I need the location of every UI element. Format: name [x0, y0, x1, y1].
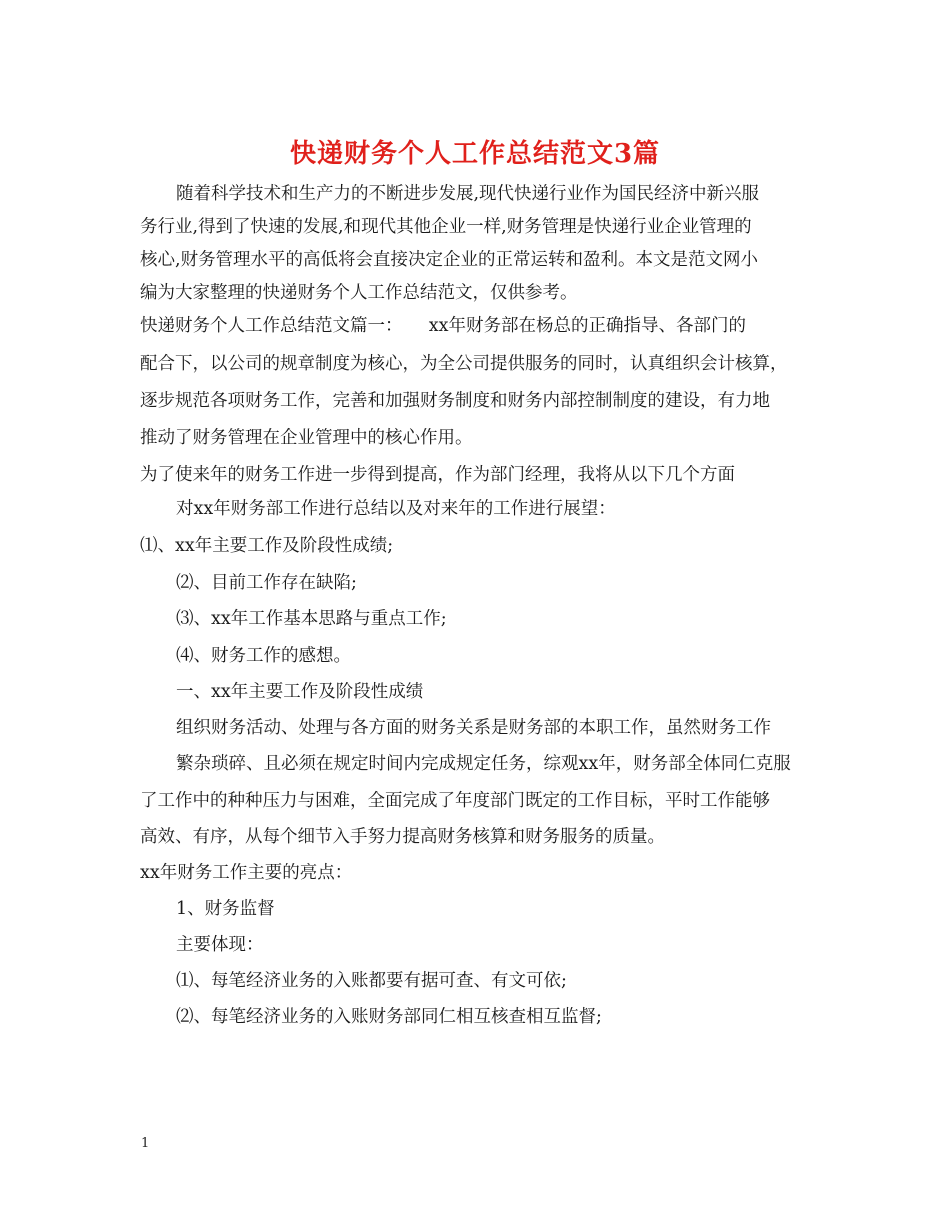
list-item: ⑶、xx年工作基本思路与重点工作;	[176, 609, 447, 629]
list-item: ⑷、财务工作的感想。	[176, 646, 351, 666]
list-item: ⑵、每笔经济业务的入账财务部同仁相互核查相互监督;	[176, 1007, 602, 1027]
paragraph-line: 1、财务监督	[176, 899, 275, 919]
paragraph-line: 对xx年财务部工作进行总结以及对来年的工作进行展望：	[176, 499, 616, 519]
paragraph-line: ⑴、xx年主要工作及阶段性成绩;	[140, 536, 394, 556]
paragraph-line: 编为大家整理的快递财务个人工作总结范文，仅供参考。	[140, 283, 578, 303]
page-number: 1	[141, 1136, 150, 1151]
section-heading: 组织财务活动、处理与各方面的财务关系是财务部的本职工作，虽然财务工作	[176, 718, 771, 738]
paragraph-line: 为了使来年的财务工作进一步得到提高，作为部门经理，我将从以下几个方面	[140, 465, 735, 485]
paragraph-line: 繁杂琐碎、且必须在规定时间内完成规定任务，综观xx年，财务部全体同仁克服	[176, 754, 791, 774]
paragraph-line: 推动了财务管理在企业管理中的核心作用。	[140, 428, 473, 448]
paragraph-line: 高效、有序，从每个细节入手努力提高财务核算和财务服务的质量。	[140, 827, 665, 847]
paragraph-line: 随着科学技术和生产力的不断进步发展,现代快递行业作为国民经济中新兴服	[176, 184, 760, 204]
paragraph-line: ⑴、每笔经济业务的入账都要有据可查、有文可依;	[176, 971, 567, 991]
paragraph-line: 快递财务个人工作总结范文篇一： xx年财务部在杨总的正确指导、各部门的	[140, 316, 746, 336]
paragraph-line: 务行业,得到了快速的发展,和现代其他企业一样,财务管理是快递行业企业管理的	[140, 217, 752, 237]
list-item: ⑵、目前工作存在缺陷;	[176, 573, 357, 593]
paragraph-line: 逐步规范各项财务工作，完善和加强财务制度和财务内部控制制度的建设，有力地	[140, 391, 770, 411]
document-title: 快递财务个人工作总结范文3篇	[289, 139, 661, 169]
paragraph-line: 核心,财务管理水平的高低将会直接决定企业的正常运转和盈利。本文是范文网小	[140, 250, 759, 270]
paragraph-line: 了工作中的种种压力与困难，全面完成了年度部门既定的工作目标，平时工作能够	[140, 791, 770, 811]
section-heading: 主要体现：	[176, 935, 264, 955]
list-item: 一、xx年主要工作及阶段性成绩	[176, 682, 424, 702]
paragraph-line: 配合下，以公司的规章制度为核心，为全公司提供服务的同时，认真组织会计核算，	[140, 354, 788, 374]
paragraph-line: xx年财务工作主要的亮点：	[140, 863, 353, 883]
